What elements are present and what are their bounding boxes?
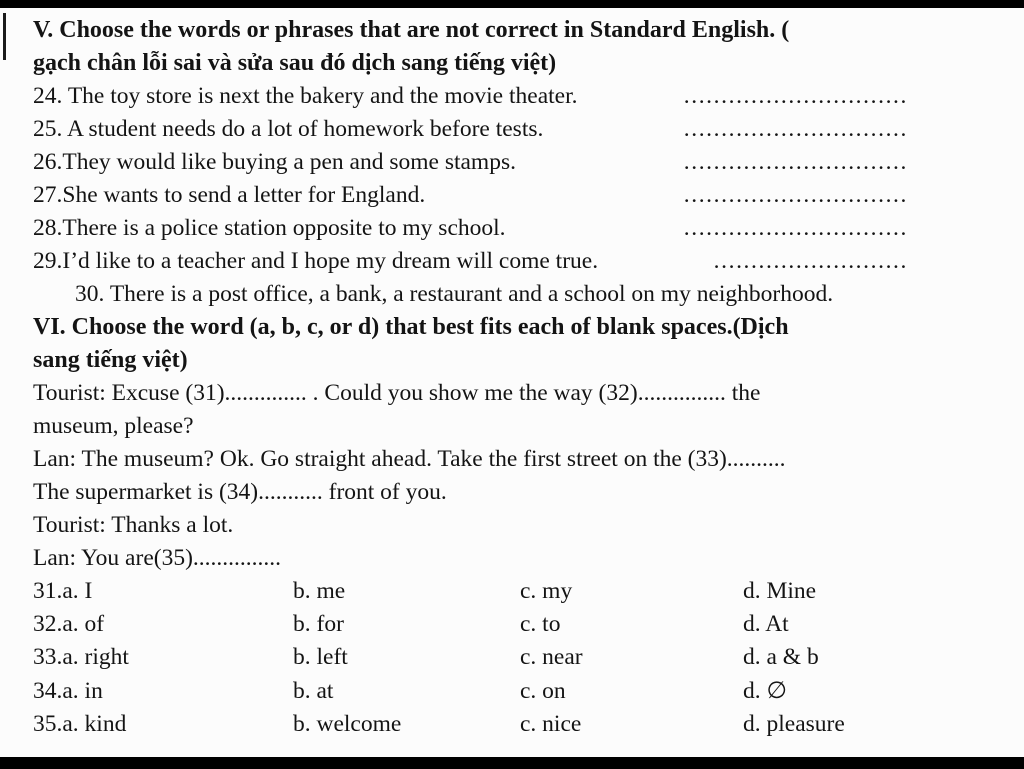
item-29-text: 29.I’d like to a teacher and I hope my dream will come true. xyxy=(33,248,599,274)
choice-33-c: c. near xyxy=(520,644,583,671)
section6-heading-line2: sang tiếng việt) xyxy=(33,347,188,373)
bottom-letterbox-bar xyxy=(0,757,1024,769)
choice-34-b: b. at xyxy=(293,677,334,704)
exercise-item-25 xyxy=(33,113,908,146)
item-25-text: 25. A student needs do a lot of homework before tests. xyxy=(33,116,544,142)
choice-35-d: d. pleasure xyxy=(743,710,845,737)
item-25-answer-line: .............................. xyxy=(683,116,908,142)
item-28-answer-line: .............................. xyxy=(683,215,908,241)
dialogue-line-6: Lan: You are(35)............... xyxy=(33,545,282,571)
left-edge-scan-line xyxy=(3,13,6,60)
dialogue-line-3: Lan: The museum? Ok. Go straight ahead. Take the first street on the (33).......... xyxy=(33,446,786,472)
item-26-text: 26.They would like buying a pen and some stamps. xyxy=(33,149,516,175)
choice-31-d: d. Mine xyxy=(743,578,817,604)
choice-33-b: b. left xyxy=(293,644,348,671)
section5-heading-line1: V. Choose the words or phrases that are not correct in Standard English. ( xyxy=(33,17,790,43)
choice-31-b: b. me xyxy=(293,578,346,604)
item-29-answer-line: .......................... xyxy=(713,248,908,274)
item-27-text: 27.She wants to send a letter for England. xyxy=(33,182,426,208)
exercise-item-24 xyxy=(33,80,908,113)
item-24-text: 24. The toy store is next the bakery and the movie theater. xyxy=(33,83,578,109)
dialogue-line-2: museum, please? xyxy=(33,413,194,439)
worksheet-content xyxy=(33,14,1008,741)
dialogue-line-1: Tourist: Excuse (31).............. . Could you show me the way (32)............... the xyxy=(33,380,761,406)
choices-grid xyxy=(33,575,1008,741)
exercise-item-27 xyxy=(33,179,908,212)
choice-31-a: 31.a. I xyxy=(33,578,93,604)
choice-32-a: 32.a. of xyxy=(33,611,105,638)
choice-31-c: c. my xyxy=(520,578,573,604)
item-26-answer-line: .............................. xyxy=(683,149,908,175)
choice-33-d: d. a & b xyxy=(743,644,819,671)
item-24-answer-line: .............................. xyxy=(683,83,908,109)
exercise-item-26 xyxy=(33,146,908,179)
choice-34-c: c. on xyxy=(520,677,566,704)
exercise-item-29 xyxy=(33,245,908,278)
item-28-text: 28.There is a police station opposite to my school. xyxy=(33,215,506,241)
dialogue-line-5: Tourist: Thanks a lot. xyxy=(33,512,234,538)
choice-32-c: c. to xyxy=(520,611,561,638)
choice-35-b: b. welcome xyxy=(293,710,402,737)
choice-34-d: d. ∅ xyxy=(743,677,787,704)
section6-heading-line1: VI. Choose the word (a, b, c, or d) that best fits each of blank spaces.(Dịch xyxy=(33,314,789,340)
dialogue-line-4: The supermarket is (34)........... front of you. xyxy=(33,479,447,505)
choice-35-c: c. nice xyxy=(520,710,582,737)
choice-34-a: 34.a. in xyxy=(33,677,103,704)
choice-35-a: 35.a. kind xyxy=(33,710,127,737)
exercise-item-28 xyxy=(33,212,908,245)
choice-32-d: d. At xyxy=(743,611,789,638)
choice-32-b: b. for xyxy=(293,611,344,638)
top-letterbox-bar xyxy=(0,0,1024,8)
section5-heading-line2: gạch chân lỗi sai và sửa sau đó dịch sang tiếng việt) xyxy=(33,50,557,76)
item-27-answer-line: .............................. xyxy=(683,182,908,208)
choice-33-a: 33.a. right xyxy=(33,644,129,671)
exercise-item-30: 30. There is a post office, a bank, a restaurant and a school on my neighborhood. xyxy=(75,281,834,307)
